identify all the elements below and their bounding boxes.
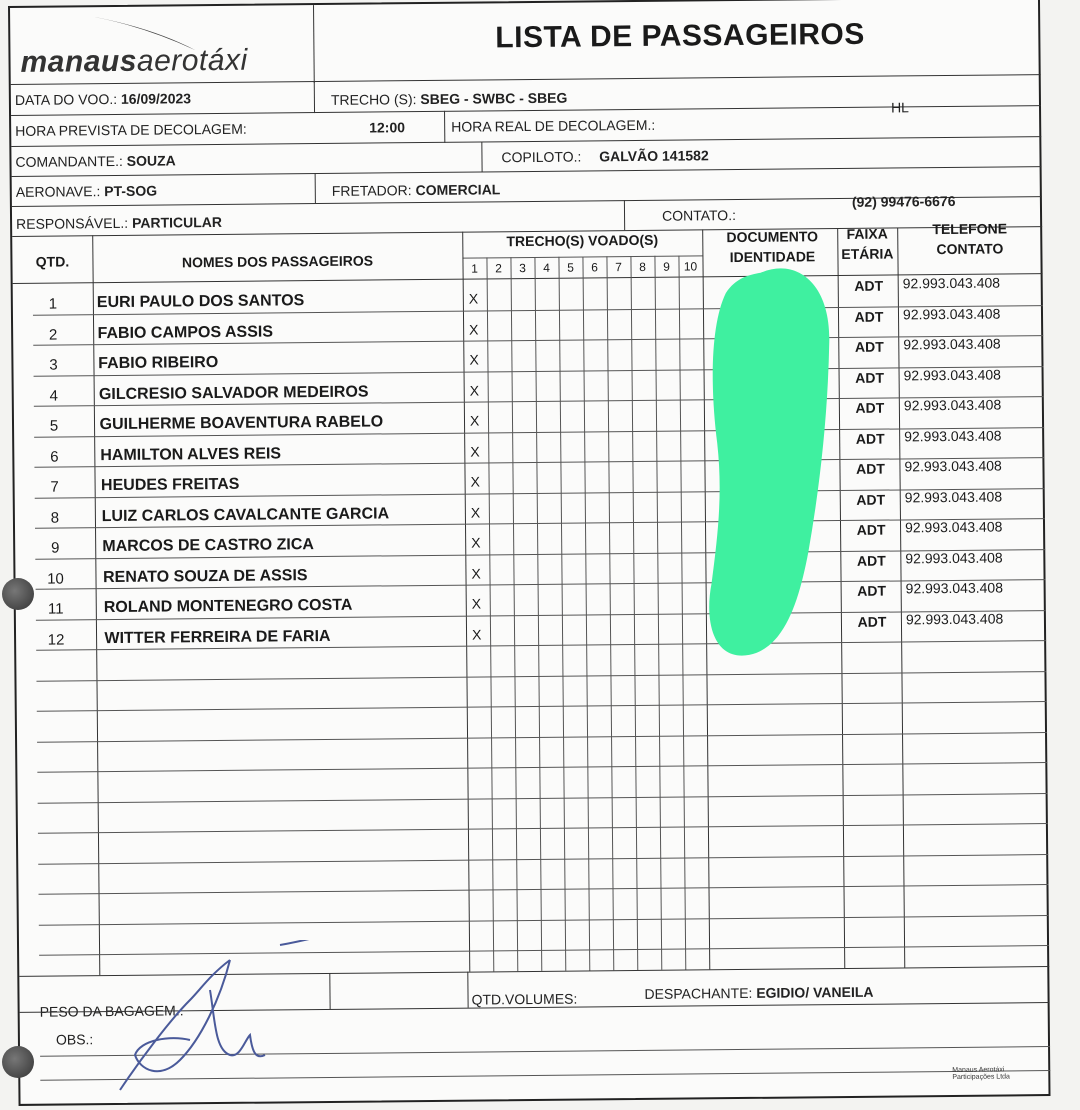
cell-divider bbox=[624, 200, 625, 230]
col-line bbox=[462, 232, 470, 972]
row-line bbox=[37, 762, 1047, 773]
col-line bbox=[92, 235, 100, 975]
passenger-phone: 92.993.043.408 bbox=[905, 609, 1004, 627]
age-group: ADT bbox=[857, 613, 887, 630]
flight-date-field: DATA DO VOO.: 16/09/2023 bbox=[14, 90, 192, 108]
col-header-document-2: IDENTIDADE bbox=[729, 248, 816, 266]
col-header-document-1: DOCUMENTO bbox=[726, 228, 819, 246]
passenger-phone: 92.993.043.408 bbox=[903, 365, 1001, 383]
punch-hole bbox=[2, 1046, 34, 1078]
volumes-label: QTD.VOLUMES: bbox=[471, 990, 578, 1008]
segment-number: 4 bbox=[543, 260, 550, 275]
passenger-phone: 92.993.043.408 bbox=[905, 548, 1003, 566]
age-group: ADT bbox=[856, 460, 885, 477]
col-header-age-1: FAIXA bbox=[846, 225, 888, 242]
cell-divider bbox=[481, 141, 482, 171]
row-line bbox=[37, 701, 1047, 712]
obs-label: OBS.: bbox=[55, 1031, 94, 1048]
segment-mark: X bbox=[470, 503, 481, 521]
passenger-phone: 92.993.043.408 bbox=[903, 396, 1002, 414]
row-line bbox=[36, 671, 1046, 682]
segment-mark: X bbox=[469, 320, 479, 338]
passenger-number: 8 bbox=[50, 509, 60, 527]
row-line bbox=[38, 793, 1048, 804]
baggage-weight-label: PESO DA BAGAGEM.: bbox=[39, 1002, 184, 1020]
passenger-phone: 92.993.043.408 bbox=[905, 579, 1004, 597]
passenger-number: 7 bbox=[50, 478, 59, 496]
header-divider bbox=[313, 5, 315, 83]
captain-field: COMANDANTE.: SOUZA bbox=[15, 152, 176, 170]
passenger-name: HAMILTON ALVES REIS bbox=[100, 444, 282, 464]
cell-divider bbox=[314, 81, 315, 113]
segment-mark: X bbox=[471, 564, 481, 582]
passenger-name: EURI PAULO DOS SANTOS bbox=[96, 292, 305, 312]
aircraft-field: AERONAVE.: PT-SOG bbox=[15, 182, 158, 200]
passenger-phone: 92.993.043.408 bbox=[904, 487, 1003, 505]
cell-divider bbox=[315, 173, 316, 203]
age-group: ADT bbox=[857, 582, 887, 599]
passenger-name: GUILHERME BOAVENTURA RABELO bbox=[99, 413, 384, 434]
age-group: ADT bbox=[856, 552, 886, 569]
segment-number: 9 bbox=[663, 259, 670, 274]
passenger-number: 3 bbox=[49, 356, 58, 374]
contact-value: (92) 99476-6676 bbox=[851, 192, 956, 210]
passenger-name: HEUDES FREITAS bbox=[100, 475, 240, 495]
age-group: ADT bbox=[854, 308, 884, 325]
segment-number: 6 bbox=[591, 260, 598, 275]
passenger-number: 6 bbox=[50, 448, 59, 466]
segment-number: 10 bbox=[683, 259, 698, 274]
age-group: ADT bbox=[855, 399, 885, 416]
col-header-phone-1: TELEFONE bbox=[932, 220, 1008, 238]
passenger-number: 4 bbox=[49, 387, 58, 405]
passenger-name: FABIO CAMPOS ASSIS bbox=[97, 322, 274, 342]
segment-number: 7 bbox=[615, 260, 622, 275]
segment-mark: X bbox=[471, 595, 482, 612]
row-line bbox=[39, 915, 1049, 926]
passenger-name: FABIO RIBEIRO bbox=[98, 353, 219, 373]
passenger-number: 5 bbox=[49, 417, 59, 435]
passenger-number: 9 bbox=[50, 539, 60, 557]
dispatcher-field: DESPACHANTE: EGIDIO/ VANEILA bbox=[644, 983, 874, 1002]
segment-mark: X bbox=[469, 351, 479, 368]
passenger-name: GILCRESIO SALVADOR MEDEIROS bbox=[98, 383, 369, 403]
passenger-phone: 92.993.043.408 bbox=[904, 426, 1002, 444]
passenger-name: MARCOS DE CASTRO ZICA bbox=[102, 536, 315, 556]
passenger-number: 11 bbox=[47, 600, 64, 618]
col-header-names: NOMES DOS PASSAGEIROS bbox=[181, 252, 374, 271]
age-group: ADT bbox=[856, 491, 886, 508]
charterer-field: FRETADOR: COMERCIAL bbox=[331, 181, 501, 199]
passenger-number: 12 bbox=[47, 630, 65, 649]
cell-divider bbox=[444, 111, 445, 143]
page-title: LISTA DE PASSAGEIROS bbox=[495, 17, 865, 55]
row-line bbox=[38, 854, 1048, 865]
col-header-age-2: ETÁRIA bbox=[841, 245, 894, 263]
col-header-segments: TRECHO(S) VOADO(S) bbox=[506, 231, 659, 250]
contact-label: CONTATO.: bbox=[661, 207, 737, 224]
footer-company: Manaus Aerotáxi Participações Ltda bbox=[952, 1066, 1010, 1081]
redaction-mark bbox=[701, 262, 840, 663]
punch-hole bbox=[2, 578, 34, 610]
signature bbox=[80, 940, 380, 1100]
segment-mark: X bbox=[469, 412, 480, 429]
segment-mark: X bbox=[470, 473, 481, 490]
passenger-phone: 92.993.043.408 bbox=[902, 274, 1001, 292]
route-field: TRECHO (S): SBEG - SWBC - SBEG bbox=[330, 89, 568, 108]
responsible-field: RESPONSÁVEL.: PARTICULAR bbox=[16, 213, 223, 232]
col-header-phone-2: CONTATO bbox=[936, 240, 1004, 258]
scheduled-takeoff-label: HORA PREVISTA DE DECOLAGEM: bbox=[15, 120, 247, 139]
row-line bbox=[11, 136, 1041, 147]
age-group: ADT bbox=[856, 521, 886, 538]
segment-mark: X bbox=[470, 442, 480, 460]
actual-takeoff-label: HORA REAL DE DECOLAGEM.: bbox=[451, 116, 656, 135]
segment-number: 3 bbox=[519, 261, 526, 276]
passenger-number: 2 bbox=[48, 326, 58, 344]
segment-mark: X bbox=[471, 534, 481, 551]
col-header-qtd: QTD. bbox=[35, 253, 70, 270]
passenger-phone: 92.993.043.408 bbox=[904, 518, 1003, 536]
age-group: ADT bbox=[854, 338, 884, 355]
segment-number: 5 bbox=[567, 260, 574, 275]
row-line bbox=[37, 732, 1047, 743]
passenger-name: WITTER FERREIRA DE FARIA bbox=[104, 627, 331, 647]
passenger-name: RENATO SOUZA DE ASSIS bbox=[102, 566, 308, 586]
row-line bbox=[39, 884, 1049, 895]
age-group: ADT bbox=[855, 369, 885, 386]
age-group: ADT bbox=[854, 277, 884, 294]
passenger-phone: 92.993.043.408 bbox=[904, 457, 1002, 475]
passenger-phone: 92.993.043.408 bbox=[902, 304, 1001, 322]
row-line bbox=[11, 105, 1041, 116]
passenger-phone: 92.993.043.408 bbox=[903, 335, 1001, 353]
actual-takeoff-value: HL bbox=[890, 99, 909, 116]
segment-number: 8 bbox=[639, 259, 646, 274]
passenger-number: 10 bbox=[47, 569, 64, 588]
age-group: ADT bbox=[855, 430, 885, 447]
segment-mark: X bbox=[471, 625, 482, 643]
scheduled-takeoff-value: 12:00 bbox=[369, 119, 406, 136]
segment-mark: X bbox=[468, 290, 479, 307]
row-line bbox=[38, 823, 1048, 834]
cell-divider bbox=[467, 972, 468, 1008]
passenger-number: 1 bbox=[48, 295, 58, 313]
segment-number: 1 bbox=[471, 261, 478, 276]
segment-number: 2 bbox=[495, 261, 502, 276]
company-logo: manausaerotáxi bbox=[20, 43, 248, 79]
segment-mark: X bbox=[469, 381, 480, 399]
copilot-field: COPILOTO.: GALVÃO 141582 bbox=[501, 147, 709, 166]
passenger-name: ROLAND MONTENEGRO COSTA bbox=[103, 596, 353, 617]
passenger-name: LUIZ CARLOS CAVALCANTE GARCIA bbox=[101, 504, 390, 525]
